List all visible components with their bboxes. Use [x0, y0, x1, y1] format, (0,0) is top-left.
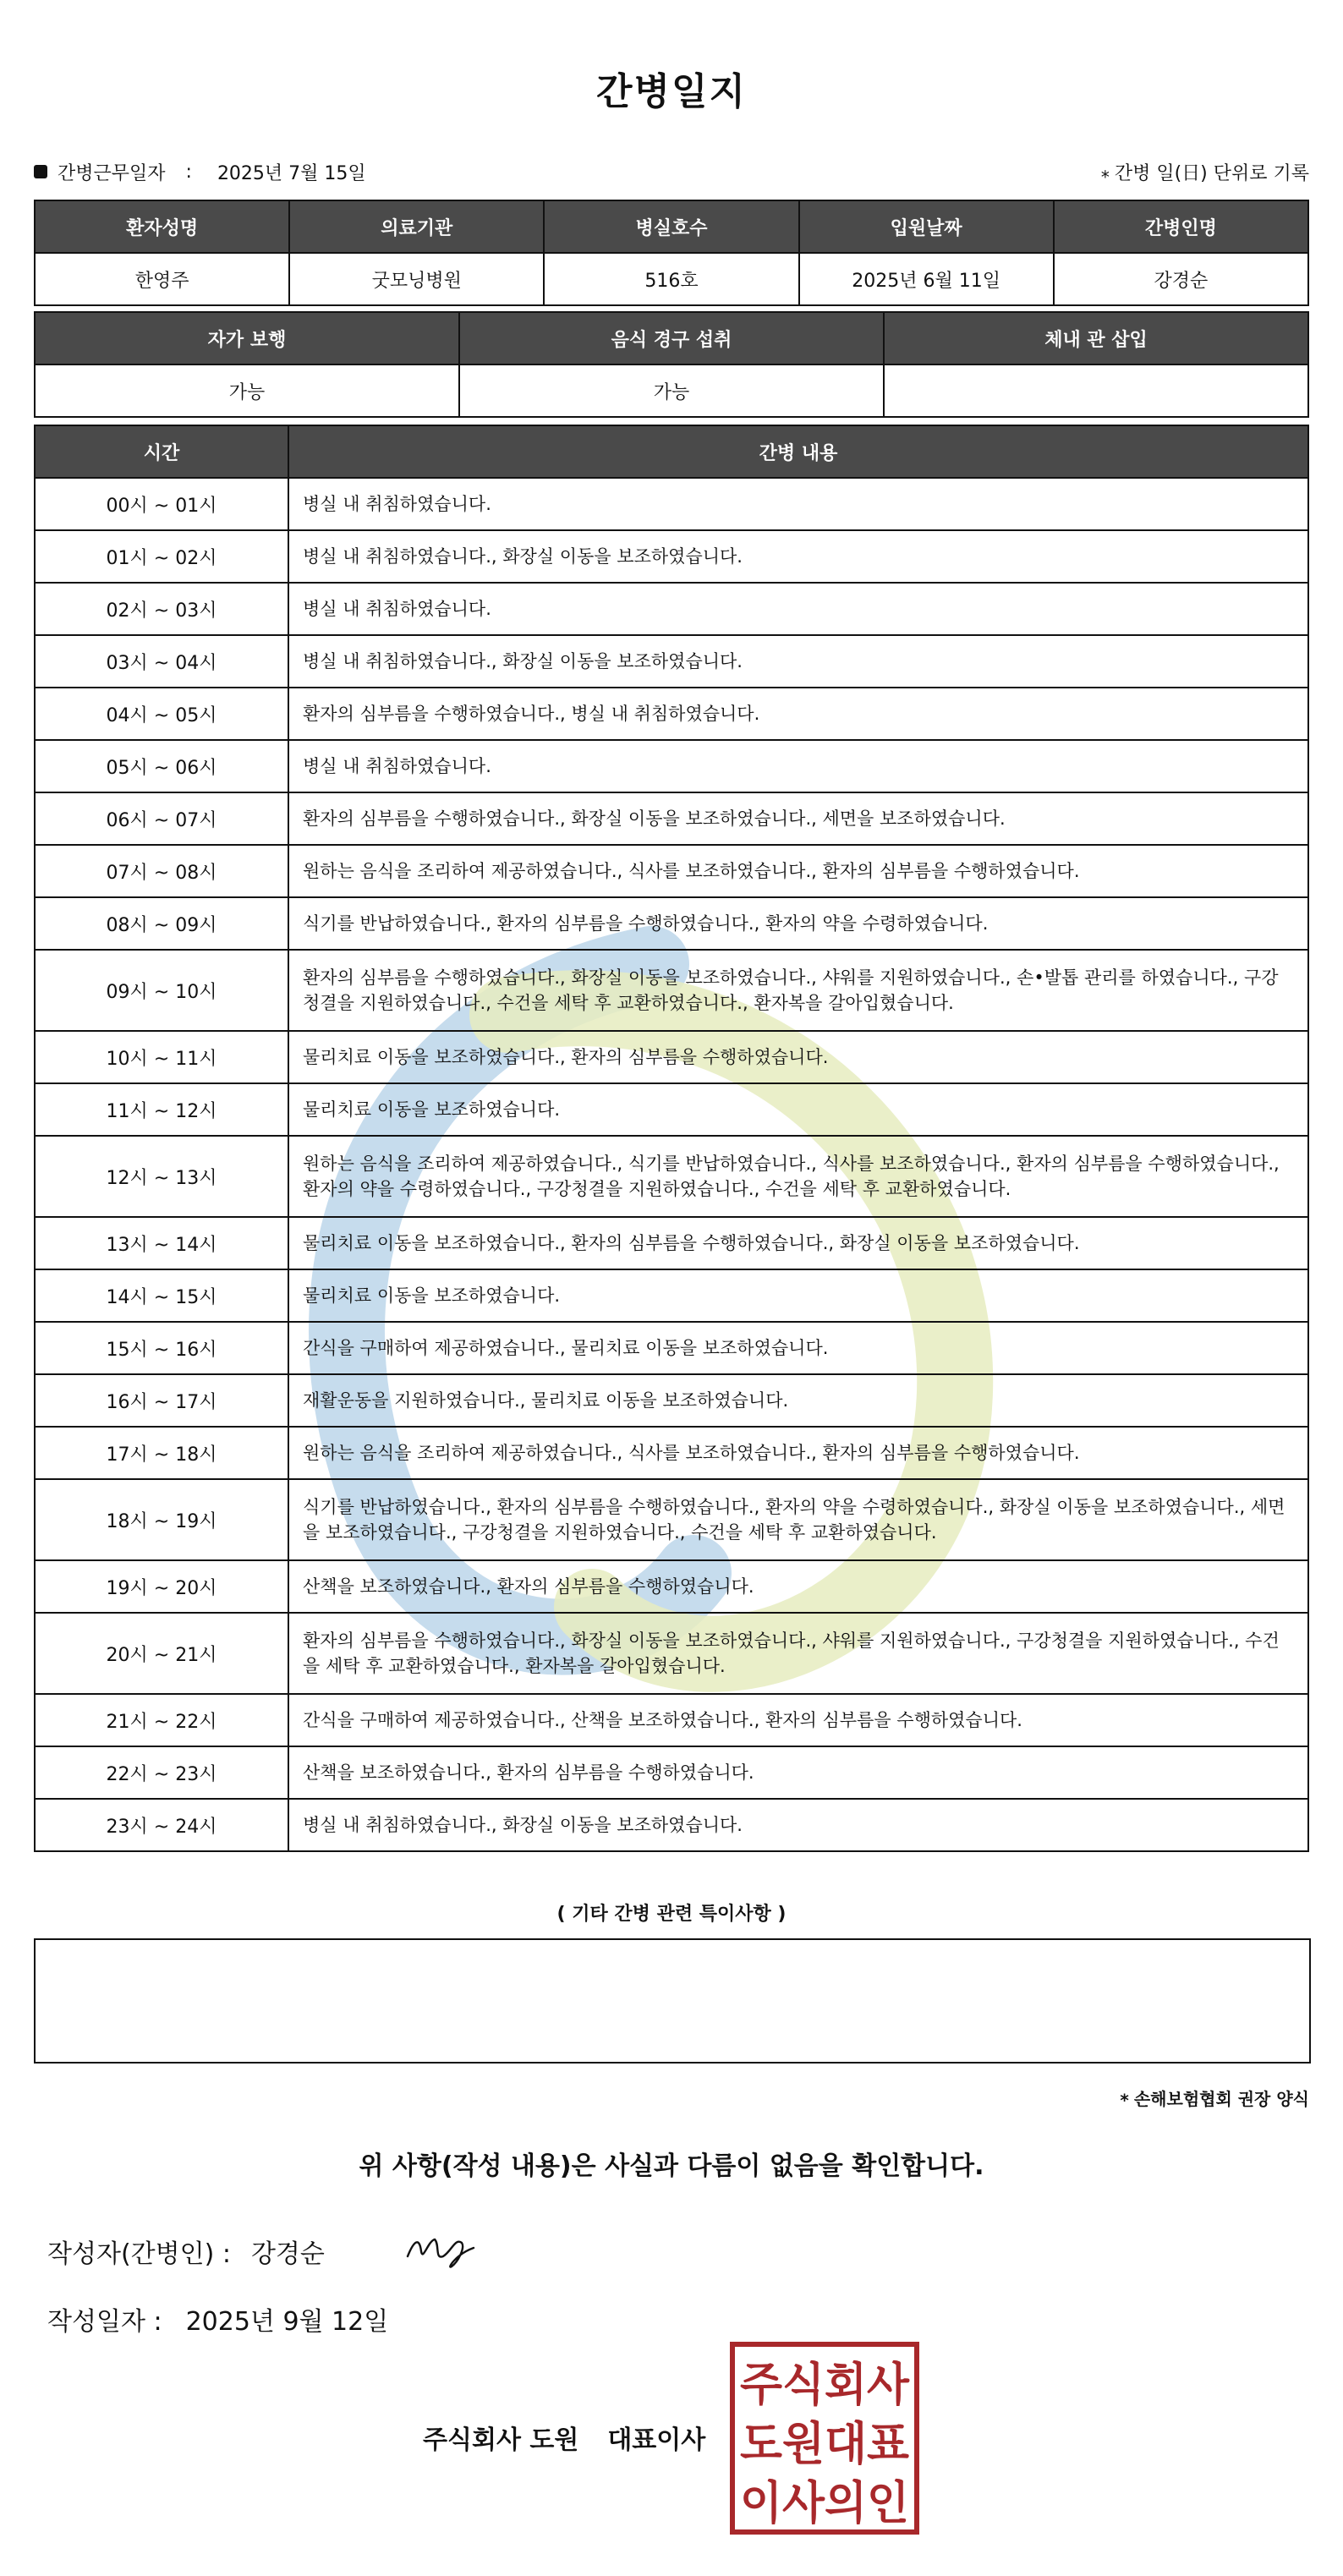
- work-date-label: 간병근무일자: [58, 162, 166, 184]
- time-cell: 23시 ~ 24시: [35, 1799, 288, 1851]
- table-row: [35, 1322, 1308, 1374]
- table-row: [35, 530, 1308, 583]
- care-content-cell: 환자의 심부름을 수행하였습니다., 화장실 이동을 보조하였습니다., 샤워를 지원하였습니다., 구강청결을 지원하였습니다., 수건을 세탁 후 교환하였습니다., 환자복을 갈아입혔습니다.: [288, 1613, 1308, 1694]
- header-oral-intake: 음식 경구 섭취: [459, 312, 884, 364]
- written-date-value: 2025년 9월 12일: [185, 2307, 389, 2337]
- time-cell: 21시 ~ 22시: [35, 1694, 288, 1746]
- table-row: [35, 1613, 1308, 1694]
- table-row: [35, 478, 1308, 530]
- time-cell: 14시 ~ 15시: [35, 1269, 288, 1322]
- time-cell: 15시 ~ 16시: [35, 1322, 288, 1374]
- table-row: [35, 1136, 1308, 1217]
- time-cell: 17시 ~ 18시: [35, 1427, 288, 1479]
- time-cell: 11시 ~ 12시: [35, 1083, 288, 1136]
- time-cell: 03시 ~ 04시: [35, 635, 288, 688]
- company-title: 대표이사: [607, 2425, 706, 2455]
- writer-line: [47, 2233, 325, 2270]
- table-row: [35, 1746, 1308, 1799]
- recommend-note: [1120, 2085, 1309, 2110]
- patient-info-table: [34, 200, 1309, 306]
- oral-intake-status: 가능: [459, 364, 884, 417]
- care-content-cell: 원하는 음식을 조리하여 제공하였습니다., 식사를 보조하였습니다., 환자의 심부름을 수행하였습니다.: [288, 845, 1308, 897]
- header-caregiver: 간병인명: [1054, 200, 1308, 253]
- care-content-cell: 병실 내 취침하였습니다., 화장실 이동을 보조하였습니다.: [288, 530, 1308, 583]
- care-content-cell: 물리치료 이동을 보조하였습니다.: [288, 1083, 1308, 1136]
- care-log-table: [34, 425, 1309, 1852]
- care-content-cell: 환자의 심부름을 수행하였습니다., 화장실 이동을 보조하였습니다., 세면을 보조하였습니다.: [288, 792, 1308, 845]
- written-date-label: 작성일자 :: [47, 2307, 162, 2337]
- work-date: [34, 159, 366, 185]
- time-cell: 05시 ~ 06시: [35, 740, 288, 792]
- page-title: 간병일지: [595, 70, 747, 113]
- time-cell: 19시 ~ 20시: [35, 1560, 288, 1613]
- recommend-text: 손해보험협회 권장 양식: [1133, 2089, 1309, 2109]
- table-row: [35, 1374, 1308, 1427]
- header-hospital: 의료기관: [289, 200, 544, 253]
- time-cell: 12시 ~ 13시: [35, 1136, 288, 1217]
- hospital-name: 굿모닝병원: [289, 253, 544, 305]
- care-content-cell: 물리치료 이동을 보조하였습니다., 환자의 심부름을 수행하였습니다.: [288, 1031, 1308, 1083]
- care-content-cell: 식기를 반납하였습니다., 환자의 심부름을 수행하였습니다., 환자의 약을 수령하였습니다., 화장실 이동을 보조하였습니다., 세면을 보조하였습니다., 구강청결을 지원하였습니다., 수건을 세탁 후 교환하였습니다.: [288, 1479, 1308, 1560]
- header-time: 시간: [35, 425, 288, 478]
- time-cell: 01시 ~ 02시: [35, 530, 288, 583]
- table-row: [35, 1694, 1308, 1746]
- care-content-cell: 원하는 음식을 조리하여 제공하였습니다., 식사를 보조하였습니다., 환자의 심부름을 수행하였습니다.: [288, 1427, 1308, 1479]
- header-admit-date: 입원날짜: [799, 200, 1054, 253]
- table-row: [35, 845, 1308, 897]
- time-cell: 22시 ~ 23시: [35, 1746, 288, 1799]
- table-row: [35, 950, 1308, 1031]
- care-log-rows: [35, 478, 1308, 1851]
- tube-status: [884, 364, 1308, 417]
- company-line: [423, 2419, 705, 2456]
- company-seal: [729, 2341, 920, 2535]
- table-row: [35, 1031, 1308, 1083]
- seal-line-2: 도원대표: [740, 2417, 909, 2470]
- time-cell: 13시 ~ 14시: [35, 1217, 288, 1269]
- care-content-cell: 재활운동을 지원하였습니다., 물리치료 이동을 보조하였습니다.: [288, 1374, 1308, 1427]
- table-row: [35, 1799, 1308, 1851]
- caregiver-name: 강경순: [1054, 253, 1308, 305]
- table-row: [35, 1217, 1308, 1269]
- care-content-cell: 식기를 반납하였습니다., 환자의 심부름을 수행하였습니다., 환자의 약을 수령하였습니다.: [288, 897, 1308, 950]
- care-content-cell: 병실 내 취침하였습니다.: [288, 478, 1308, 530]
- table-row: [35, 792, 1308, 845]
- table-row: [35, 635, 1308, 688]
- colon: :: [185, 161, 192, 183]
- table-row: [35, 897, 1308, 950]
- table-row: [35, 1427, 1308, 1479]
- care-content-cell: 원하는 음식을 조리하여 제공하였습니다., 식기를 반납하였습니다., 식사를 보조하였습니다., 환자의 심부름을 수행하였습니다., 환자의 약을 수령하였습니다., 구강청결을 지원하였습니다., 수건을 세탁 후 교환하였습니다.: [288, 1136, 1308, 1217]
- time-cell: 09시 ~ 10시: [35, 950, 288, 1031]
- care-content-cell: 물리치료 이동을 보조하였습니다.: [288, 1269, 1308, 1322]
- time-cell: 10시 ~ 11시: [35, 1031, 288, 1083]
- table-row: [35, 1269, 1308, 1322]
- table-row: [35, 1479, 1308, 1560]
- time-cell: 02시 ~ 03시: [35, 583, 288, 635]
- care-content-cell: 산책을 보조하였습니다., 환자의 심부름을 수행하였습니다.: [288, 1560, 1308, 1613]
- care-content-cell: 병실 내 취침하였습니다., 화장실 이동을 보조하였습니다.: [288, 635, 1308, 688]
- header-patient-name: 환자성명: [35, 200, 289, 253]
- table-row: [35, 583, 1308, 635]
- special-notes-title: ( 기타 간병 관련 특이사항 ): [556, 1904, 787, 1925]
- writer-label: 작성자(간병인) :: [47, 2239, 231, 2269]
- header-content: 간병 내용: [288, 425, 1308, 478]
- seal-line-1: 주식회사: [740, 2358, 910, 2411]
- care-content-cell: 간식을 구매하여 제공하였습니다., 산책을 보조하였습니다., 환자의 심부름을 수행하였습니다.: [288, 1694, 1308, 1746]
- time-cell: 16시 ~ 17시: [35, 1374, 288, 1427]
- table-row: [35, 1083, 1308, 1136]
- record-note-text: 간병 일(日) 단위로 기록: [1114, 162, 1309, 184]
- confirmation-statement: 위 사항(작성 내용)은 사실과 다름이 없음을 확인합니다.: [359, 2151, 984, 2181]
- table-row: [35, 1560, 1308, 1613]
- special-notes-box: [34, 1938, 1311, 2064]
- admit-date: 2025년 6월 11일: [799, 253, 1054, 305]
- time-cell: 18시 ~ 19시: [35, 1479, 288, 1560]
- record-note: [1101, 159, 1309, 185]
- care-content-cell: 환자의 심부름을 수행하였습니다., 화장실 이동을 보조하였습니다., 샤워를 지원하였습니다., 손•발톱 관리를 하였습니다., 구강청결을 지원하였습니다., 수건을 세탁 후 교환하였습니다., 환자복을 갈아입혔습니다.: [288, 950, 1308, 1031]
- care-content-cell: 물리치료 이동을 보조하였습니다., 환자의 심부름을 수행하였습니다., 화장실 이동을 보조하였습니다.: [288, 1217, 1308, 1269]
- signature: [403, 2222, 479, 2273]
- bullet-icon: [34, 165, 47, 178]
- care-content-cell: 병실 내 취침하였습니다.: [288, 583, 1308, 635]
- work-date-value: 2025년 7월 15일: [217, 162, 366, 184]
- walking-status: 가능: [35, 364, 459, 417]
- company-name: 주식회사 도원: [423, 2425, 579, 2455]
- seal-line-3: 이사의인: [740, 2476, 909, 2529]
- care-content-cell: 간식을 구매하여 제공하였습니다., 물리치료 이동을 보조하였습니다.: [288, 1322, 1308, 1374]
- time-cell: 00시 ~ 01시: [35, 478, 288, 530]
- time-cell: 08시 ~ 09시: [35, 897, 288, 950]
- time-cell: 04시 ~ 05시: [35, 688, 288, 740]
- writer-name: 강경순: [250, 2239, 325, 2269]
- asterisk-icon: ⁎: [1120, 2085, 1129, 2106]
- time-cell: 06시 ~ 07시: [35, 792, 288, 845]
- meta-row: [34, 157, 1309, 186]
- care-content-cell: 환자의 심부름을 수행하였습니다., 병실 내 취침하였습니다.: [288, 688, 1308, 740]
- time-cell: 20시 ~ 21시: [35, 1613, 288, 1694]
- asterisk-icon: ⁎: [1100, 162, 1110, 182]
- header-room: 병실호수: [544, 200, 798, 253]
- care-content-cell: 병실 내 취침하였습니다., 화장실 이동을 보조하였습니다.: [288, 1799, 1308, 1851]
- room-number: 516호: [544, 253, 798, 305]
- patient-name: 한영주: [35, 253, 289, 305]
- care-content-cell: 병실 내 취침하였습니다.: [288, 740, 1308, 792]
- header-walking: 자가 보행: [35, 312, 459, 364]
- header-tube: 체내 관 삽입: [884, 312, 1308, 364]
- care-content-cell: 산책을 보조하였습니다., 환자의 심부름을 수행하였습니다.: [288, 1746, 1308, 1799]
- table-row: [35, 740, 1308, 792]
- patient-status-table: [34, 311, 1309, 418]
- table-row: [35, 688, 1308, 740]
- written-date-line: [47, 2300, 388, 2338]
- time-cell: 07시 ~ 08시: [35, 845, 288, 897]
